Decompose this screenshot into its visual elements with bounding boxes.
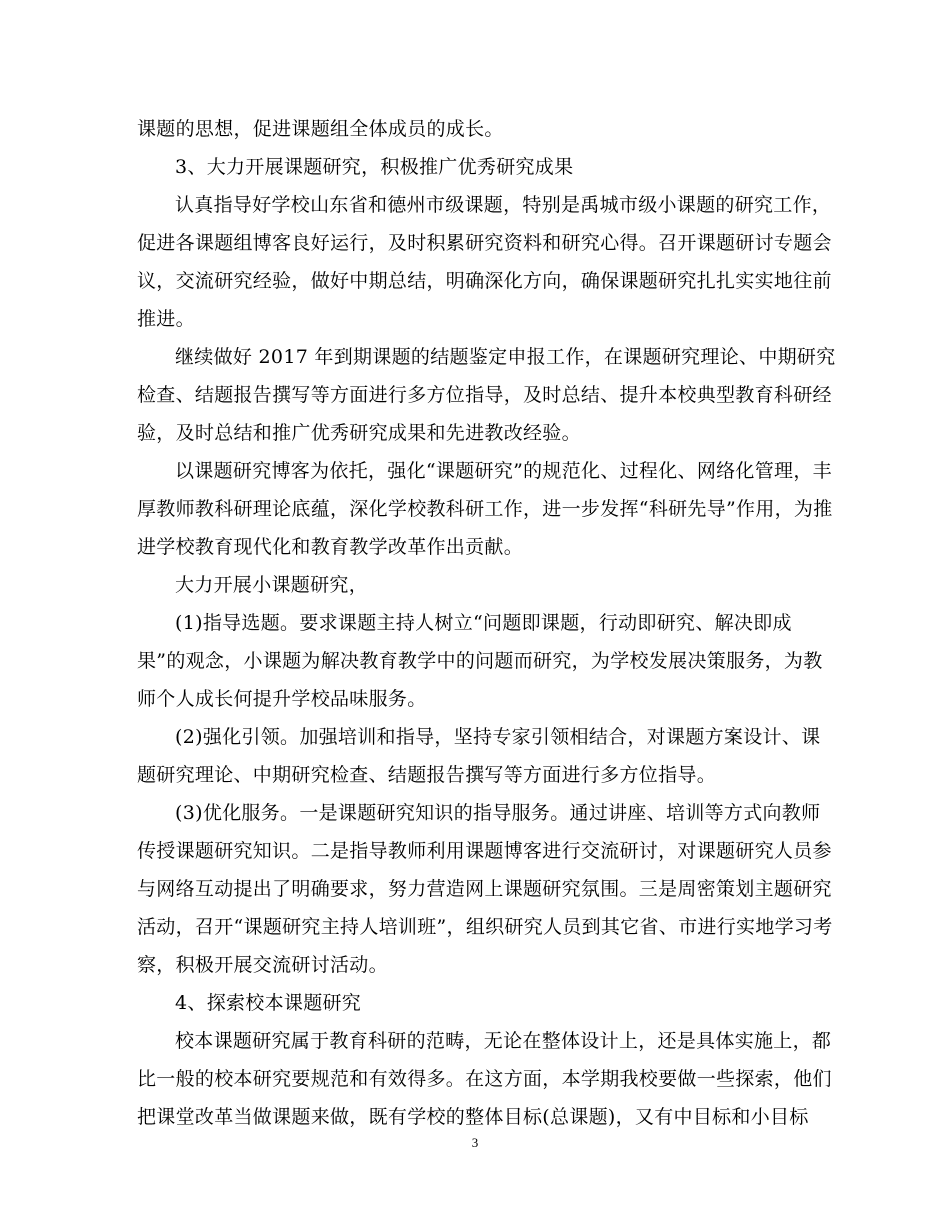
text-line: 与网络互动提出了明确要求，努力营造网上课题研究氛围。三是周密策划主题研究	[137, 878, 832, 900]
text-line: 验，及时总结和推广优秀研究成果和先进教改经验。	[137, 422, 581, 444]
list-item-line: (3)优化服务。一是课题研究知识的指导服务。通过讲座、培训等方式向教师	[175, 802, 821, 824]
text-line: 校本课题研究属于教育科研的范畴，无论在整体设计上，还是具体实施上，都	[175, 1030, 832, 1052]
list-item-line: (2)强化引领。加强培训和指导，坚持专家引领相结合，对课题方案设计、课	[175, 726, 821, 748]
text-line: 检查、结题报告撰写等方面进行多方位指导，及时总结、提升本校典型教育科研经	[137, 384, 832, 406]
section-heading: 3、大力开展课题研究，积极推广优秀研究成果	[175, 156, 574, 178]
text-line: 议，交流研究经验，做好中期总结，明确深化方向，确保课题研究扎扎实实地往前	[137, 270, 832, 292]
text-line: 果”的观念，小课题为解决教育教学中的问题而研究，为学校发展决策服务，为教	[137, 650, 823, 672]
text-line: 大力开展小课题研究，	[175, 574, 369, 596]
text-line: 推进。	[137, 308, 195, 330]
text-line: 比一般的校本研究要规范和有效得多。在这方面，本学期我校要做一些探索，他们	[137, 1068, 832, 1090]
text-line: 察，积极开展交流研讨活动。	[137, 954, 388, 976]
text-line: 继续做好 2017 年到期课题的结题鉴定申报工作，在课题研究理论、中期研究	[175, 346, 836, 368]
text-line: 认真指导好学校山东省和德州市级课题，特别是禹城市级小课题的研究工作，	[175, 194, 832, 216]
text-line: 传授课题研究知识。二是指导教师利用课题博客进行交流研讨，对课题研究人员参	[137, 840, 832, 862]
text-line: 进学校教育现代化和教育教学改革作出贡献。	[137, 536, 524, 558]
text-line: 以课题研究博客为依托，强化“课题研究”的规范化、过程化、网络化管理，丰	[175, 460, 832, 482]
text-line: 课题的思想，促进课题组全体成员的成长。	[137, 118, 504, 140]
text-line: 师个人成长何提升学校品味服务。	[137, 688, 427, 710]
text-line: 促进各课题组博客良好运行，及时积累研究资料和研究心得。召开课题研讨专题会	[137, 232, 832, 254]
text-line: 厚教师教科研理论底蕴，深化学校教科研工作，进一步发挥“科研先导”作用，为推	[137, 498, 833, 520]
section-heading: 4、探索校本课题研究	[175, 992, 362, 1014]
text-line: 题研究理论、中期研究检查、结题报告撰写等方面进行多方位指导。	[137, 764, 717, 786]
text-line: 把课堂改革当做课题来做，既有学校的整体目标(总课题)，又有中目标和小目标	[137, 1106, 809, 1128]
list-item-line: (1)指导选题。要求课题主持人树立“问题即课题，行动即研究、解决即成	[175, 612, 792, 634]
text-line: 活动，召开“课题研究主持人培训班”，组织研究人员到其它省、市进行实地学习考	[137, 916, 833, 938]
page-number: 3	[471, 1135, 479, 1150]
